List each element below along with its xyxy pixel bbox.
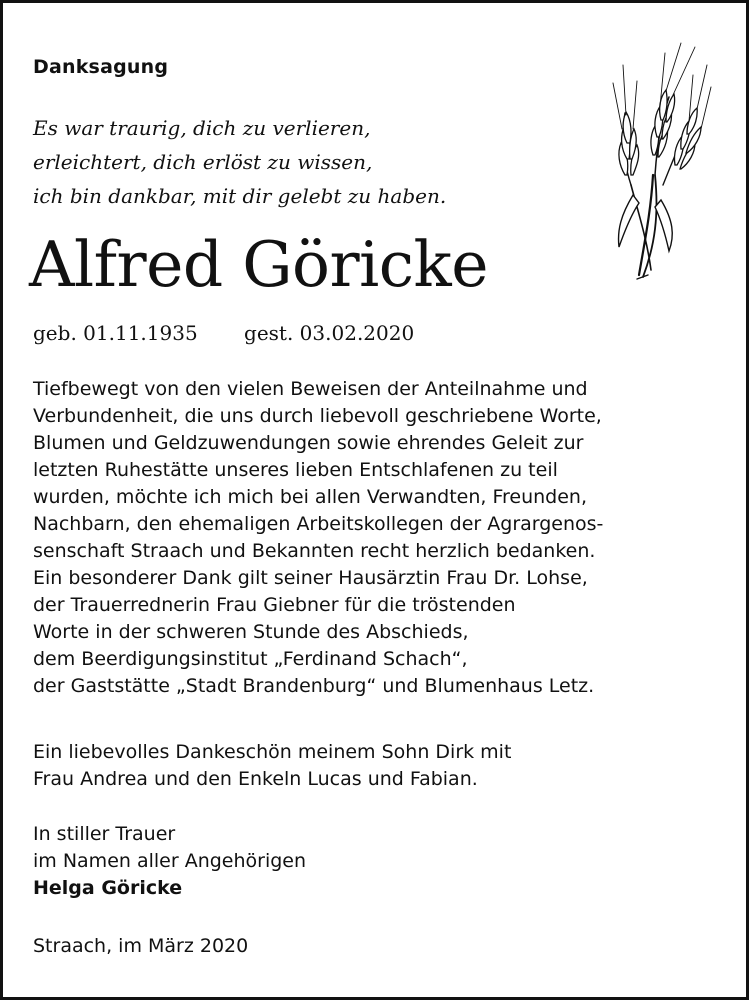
memorial-poem [33,111,446,213]
signer-name: Helga Göricke [33,877,183,899]
life-dates [33,321,414,345]
body-line: dem Beerdigungsinstitut „Ferdinand Schach“, [33,648,468,670]
body-line: Ein besonderer Dank gilt seiner Hausärztin Frau Dr. Lohse, [33,567,588,589]
body-line: letzten Ruhestätte unseres lieben Entschlafenen zu teil [33,459,558,481]
body-line: Worte in der schweren Stunde des Abschieds, [33,621,469,643]
body-line: Blumen und Geldzuwendungen sowie ehrendes Geleit zur [33,432,584,454]
poem-line: Es war traurig, dich zu verlieren, [33,116,371,140]
place-date: Straach, im März 2020 [33,935,249,957]
deceased-name: Alfred Göricke [29,228,488,301]
notice-heading: Danksagung [33,56,169,78]
body-line: senschaft Straach und Bekannten recht herzlich bedanken. [33,540,596,562]
poem-line: erleichtert, dich erlöst zu wissen, [33,150,373,174]
thanks-line: Frau Andrea und den Enkeln Lucas und Fabian. [33,768,478,790]
birth-date: geb. 01.11.1935 [33,321,198,345]
signoff [33,821,306,902]
body-line: Verbundenheit, die uns durch liebevoll geschriebene Worte, [33,405,602,427]
body-line: Nachbarn, den ehemaligen Arbeitskollegen der Agrargenos- [33,513,604,535]
body-line: wurden, möchte ich mich bei allen Verwandten, Freunden, [33,486,588,508]
family-thanks [33,739,511,793]
poem-line: ich bin dankbar, mit dir gelebt zu haben. [33,184,447,208]
body-line: der Gaststätte „Stadt Brandenburg“ und Blumenhaus Letz. [33,675,595,697]
thanks-body [33,376,733,700]
signoff-line: im Namen aller Angehörigen [33,850,307,872]
signoff-line: In stiller Trauer [33,823,176,845]
body-line: Tiefbewegt von den vielen Beweisen der Anteilnahme und [33,378,588,400]
wheat-ears-icon [603,25,713,287]
body-line: der Trauerrednerin Frau Giebner für die tröstenden [33,594,516,616]
thanks-line: Ein liebevolles Dankeschön meinem Sohn Dirk mit [33,741,512,763]
death-date: gest. 03.02.2020 [244,321,415,345]
